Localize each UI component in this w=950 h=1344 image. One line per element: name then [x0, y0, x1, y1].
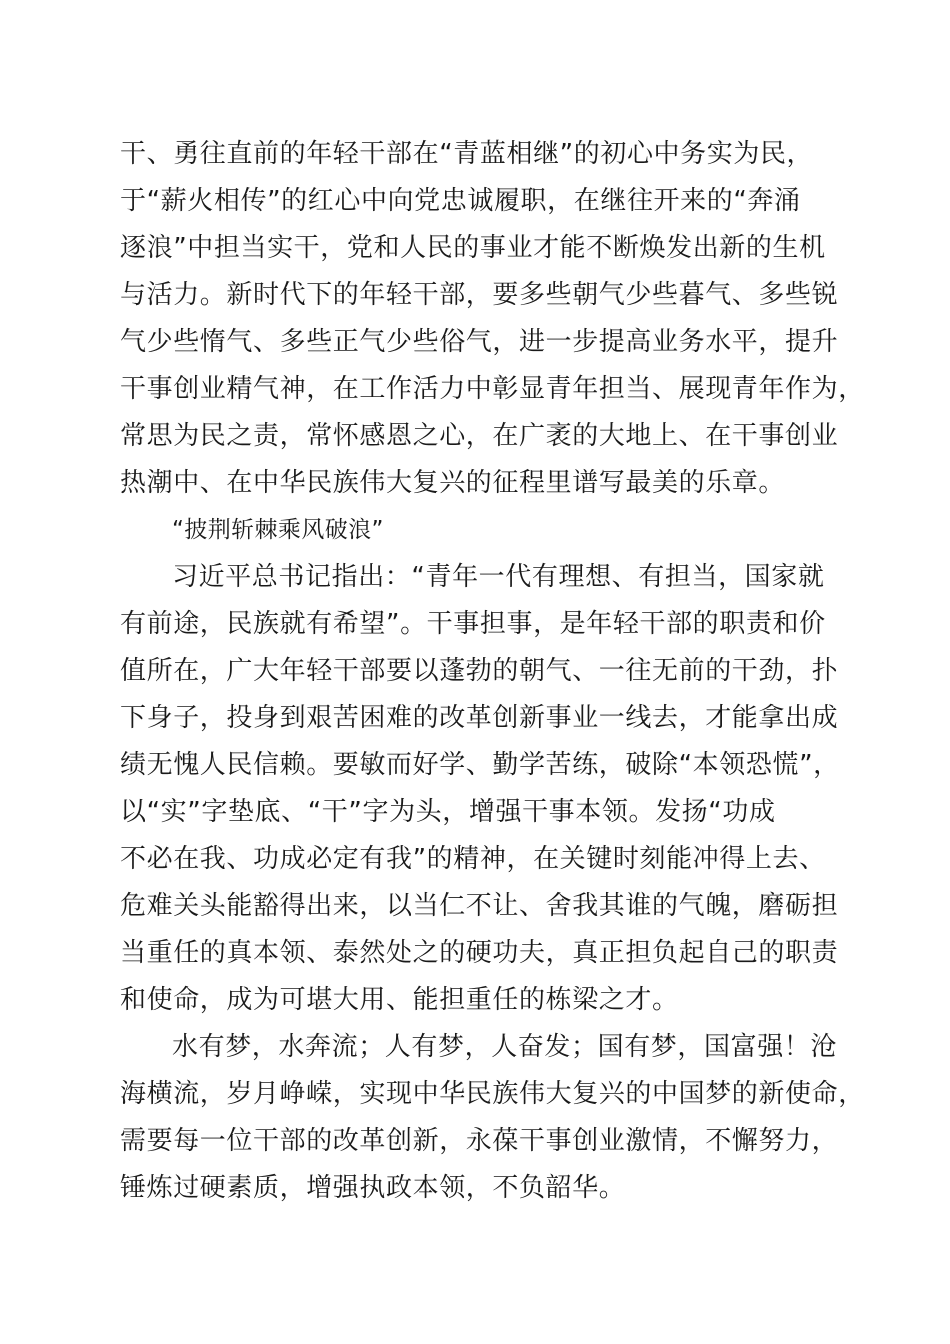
paragraph-line: 和使命，成为可堪大用、能担重任的栋梁之才。 — [120, 985, 679, 1015]
section-heading: “披荆斩棘乘风破浪” — [172, 517, 384, 543]
paragraph-line: 下身子，投身到艰苦困难的改革创新事业一线去，才能拿出成 — [120, 703, 839, 733]
paragraph-line: 与活力。新时代下的年轻干部，要多些朝气少些暮气、多些锐 — [120, 280, 839, 310]
paragraph-1 — [120, 131, 865, 507]
paragraph-line: 当重任的真本领、泰然处之的硬功夫，真正担负起自己的职责 — [120, 938, 839, 968]
paragraph-line: 绩无愧人民信赖。要敏而好学、勤学苦练，破除“本领恐慌”， — [120, 750, 840, 780]
document-body — [120, 131, 865, 1212]
paragraph-2 — [120, 554, 840, 1024]
paragraph-line: 有前途，民族就有希望”。干事担事，是年轻干部的职责和价 — [120, 609, 826, 639]
paragraph-line: 于“薪火相传”的红心中向党忠诚履职，在继往开来的“奔涌 — [120, 186, 801, 216]
paragraph-line: 干、勇往直前的年轻干部在“青蓝相继”的初心中务实为民， — [120, 139, 814, 169]
paragraph-3 — [120, 1024, 865, 1212]
paragraph-line: 值所在，广大年轻干部要以蓬勃的朝气、一往无前的干劲，扑 — [120, 656, 839, 686]
paragraph-line: 干事创业精气神，在工作活力中彰显青年担当、展现青年作为， — [120, 374, 865, 404]
paragraph-line: 不必在我、功成必定有我”的精神，在关键时刻能冲得上去、 — [120, 844, 826, 874]
paragraph-line: 逐浪”中担当实干，党和人民的事业才能不断焕发出新的生机 — [120, 233, 826, 263]
paragraph-line: 热潮中、在中华民族伟大复兴的征程里谱写最美的乐章。 — [120, 468, 786, 498]
paragraph-line: 水有梦，水奔流；人有梦，人奋发；国有梦，国富强！沧 — [172, 1032, 838, 1062]
paragraph-line: 以“实”字垫底、“干”字为头，增强干事本领。发扬“功成 — [120, 797, 776, 827]
paragraph-line: 习近平总书记指出：“青年一代有理想、有担当，国家就 — [172, 562, 825, 592]
paragraph-line: 锤炼过硬素质，增强执政本领，不负韶华。 — [120, 1173, 626, 1203]
paragraph-line: 常思为民之责，常怀感恩之心，在广袤的大地上、在干事创业 — [120, 421, 839, 451]
paragraph-line: 危难关头能豁得出来，以当仁不让、舍我其谁的气魄，磨砺担 — [120, 891, 839, 921]
paragraph-line: 需要每一位干部的改革创新，永葆干事创业激情，不懈努力， — [120, 1126, 839, 1156]
paragraph-line: 海横流，岁月峥嵘，实现中华民族伟大复兴的中国梦的新使命， — [120, 1079, 865, 1109]
paragraph-line: 气少些惰气、多些正气少些俗气，进一步提高业务水平，提升 — [120, 327, 839, 357]
